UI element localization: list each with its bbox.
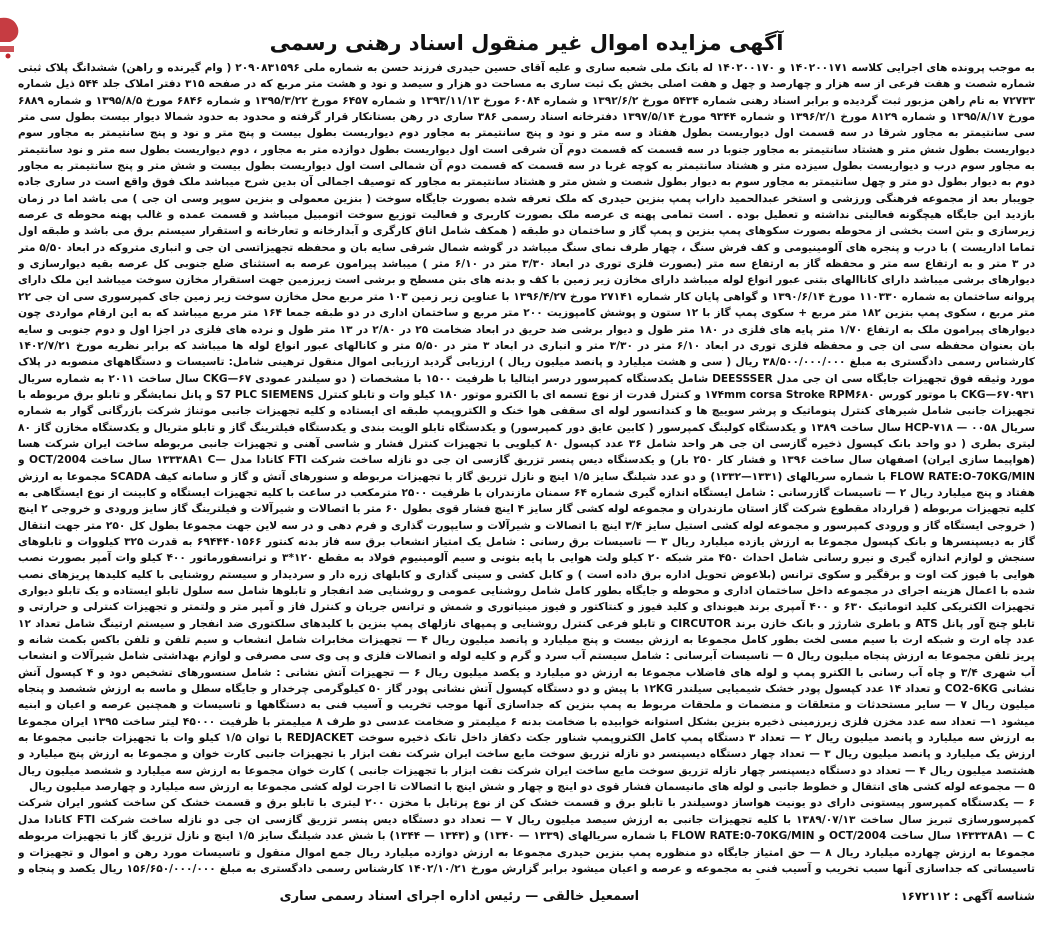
red-logo-fragment [0,12,40,60]
notice-id-value: ۱۶۷۲۱۱۲ [900,889,950,903]
notice-paragraph: به موجب پرونده های اجرایی کلاسه ۱۴۰۲۰۰۱۷۱ و ۱۴۰۲۰۰۱۷۰ له بانک ملی شعبه ساری و علیه آقای حسین حیدری فرزند حسن به شماره ملی ۲۰۹۰۸۳۱۵۹۶ ( وام گیرنده و راهن) ششدانگ پلاک ثبتی شماره شصت و هفت فرعی از سه هزار و چهارصد و چهل و هفت اصلی بخش یک ثبت ساری به مساحت دو هزار و سیصد و نود و هشت متر مربع که در صفحه ۳۱۵ دفتر املاک جلد ۵۴۴ ذیل شماره ۷۲۷۳۳ به نام راهن مزبور ثبت گردیده و برابر اسناد رهنی شماره ۵۴۳۴ مورخ ۱۳۹۲/۶/۲ و شماره ۶۰۸۴ مورخ ۱۳۹۳/۱۱/۱۳ و شماره ۶۴۵۷ مورخ ۱۳۹۵/۳/۲۲ و شماره ۶۸۴۶ مورخ ۱۳۹۵/۸/۵ و شماره ۶۸۸۹ مورخ ۱۳۹۵/۸/۱۷ و شماره ۸۱۲۹ مورخ ۱۳۹۶/۲/۱ و شماره ۹۳۴۴ مورخ ۱۳۹۷/۵/۱۴ دفترخانه اسناد رسمی ۳۸۶ ساری در رهن بستانکار قرار گرفته و محدود به حدود شمالا دیوار بیست بطول سی متر سی سانتیمتر به مجاور شرقا در سه قسمت اول دیواریست بطول هفتاد و سه متر و نود و پنج سانتیمتر به مجاور دوم دیواریست بطول بیست و پنج متر و نود و پنج سانتیمتر به مجاور سوم دیواریست بطول شش متر و هشتاد سانتیمتر به مجاور جنوبا در سه قسمت که قسمت دوم آن شرقی است اول دیواریست بطول دوازده متر به مجاور ، دوم دیواریست بطول سه متر و نود سانتیمتر به مجاور سوم درب و دیواریست بطول سیزده متر و هشتاد سانتیمتر به کوچه غربا در سه قسمت که قسمت دوم آن شمالی است اول دیواریست بطول بیست و شش متر و پنج سانتیمتر به مجاور دوم به دیوار بطول دو متر و چهل سانتیمتر به مجاور سوم به دیوار بطول شصت و شش متر و هشتاد سانتیمتر به مجاور که توصیف اجمالی آن بدین شرح میباشد ملک فوق واقع است در ساری جاده جویبار بعد از مجموعه فرهنگی ورزشی و استخر عبدالحمید داراب پمپ بنزین حیدری که ملک تعرفه شده بصورت جایگاه سوخت ( بنزین معمولی و بنزین سوپر وسی ان جی ) می باشد اما در زمان بازدید این جایگاه هیچگونه فعالیتی نداشته و تعطیل بوده . است تمامی پهنه ی عرصه ملک بصورت کاربری و فعالیت توزیع سوخت اتومبیل میباشد و قسمت عمده و غالب پهنه محوطه ی عرصه زیرسازی و بتن است بخشی از محوطه بصورت سکوهای پمپ بنزین و پمپ گاز و ساختمان دو طبقه ( همکف شامل اتاق کارگری و آبدارخانه و تعارخانه و استقرار سیستم برق می باشد و طبقه اول تماما اداریست ) با درب و پنجره های آلومینیومی و کف فرش سنگ ، چهار طرف نمای سنگ میباشد در گوشه شمال شرقی سایه بان و محفظه تجهیزاتسی ان جی و انباری متروکه در ابعاد ۵/۵۰ متر در ۳ متر و به ارتفاع سه متر و محفظه گاز به ارتفاع سه متر (بصورت فلزی توری در ابعاد ۳/۳۰ متر در ۶/۱۰ متر ) میباشد پیرامون عرصه به استثنای ضلع جنوبی کل عرصه بقیه دیوارسازی و دیوارهای برشی میباشد دارای کاناالهای بتنی عبور انواع لوله میباشد دارای مخازن زیر زمین با کف و بدنه های بتن مسطح و برشی است زیرزمین جهت استقرار مخازن سوخت میباشد این ملک دارای پروانه ساختمان به شماره ۱۱۰۳۳۰ مورخ ۱۳۹۰/۶/۱۴ و گواهی پایان کار شماره ۲۷۱۴۱ مورخ ۱۳۹۶/۴/۲۷ با عناوین زیر زمین ۱۰۳ متر مربع محل مخازن سوخت زیر زمین جای کمپرسوری سی ان جی ۲۲ متر مربع ، سکوی پمپ بنزین ۱۸۲ متر مربع + سکوی پمپ گاز با ۱۲ ستون و پوشش کامپوزیت ۲۰۰ متر مربع و ساختمان اداری در دو طبقه جمعا ۱۶۴ متر مربع میباشد که به این ارقام مواردی چون دیوارهای پیرامون ملک به ارتفاع ۱/۷۰ متر پایه های فلزی در ۱۸۰ متر طول و دیوار برشی ضد حریق در ابعاد ضخامت ۲۵ در ۲/۸۰ در ۱۳ متر طول و نرده های فلزی در اجزا اول و دوم جنوبی و سایه بان بعنوان محفظه سی ان جی و محفظه فلزی توری در ابعاد ۶/۱۰ متر در ۳/۳۰ متر و انباری در ابعاد ۳ متر در ۵/۵۰ متر و کانالهای عبور انواع لوله ها میباشد که برابر نظریه مورخ ۱۴۰۲/۷/۲۱ کارشناس رسمی دادگستری به مبلغ ۳۸/۵۰۰/۰۰۰/۰۰۰ ریال ( سی و هشت میلیارد و پانصد میلیون ریال ) ارزیابی گردید ارزیابی اموال منقول ترهینی شامل: تاسیسات و دستگاههای منصوبه در پلاک مورد وثیقه فوق تجهیزات جایگاه سی ان جی مدل DEESSSER شامل یکدستگاه کمپرسور درسر ایتالیا با ظرفیت ۱۵۰۰ با مشخصات ( دو سیلندر عمودی CKG—۶۷ سال ساخت ۲۰۱۱ به شماره سریال ۶۷۰۹۳۱—CKG با موتور کورس ۱۷۴mm corsa Stroke RPM۶۸۰ و کنترل قدرت از نوع تسمه ای با الکترو موتور ۱۸۰ کیلو وات و تابلو کنترل S7 PLC SIEMENS و پانل نمایشگر و تابلو برق مربوطه با تجهیزات جانبی شامل شیرهای کنترل پنوماتیک و پرشر سوییچ ها و کندانسور لوله ای سقفی هوا خنک و الکتروپمپ طبقه ای ایستاده و کلیه تجهیزات جانبی موتناژ شرکت بازرگانی گوار به شماره سریال ۰۰۵۸ — HCP-۷۱۸ سال ساخت ۱۳۸۹ و یکدستگاه کولینگ کمپرسور ( کابین عایق دور کمپرسور) و یکدستگاه تابلو الویت بندی و یکدستگاه فیلترینگ گاز و تابلو متریال و یکدستگاه مخازن گاز ۸۰ لیتری بطری ( دو واحد بانک کپسول ذخیره گازسی ان جی هر واحد شامل ۳۶ عدد کپسول ۸۰ کیلویی با تجهیزات کنترل فشار و شاسی آهنی و تجهیزات جانبی مربوطه ساخت ایران شرکت هسا (هواپیما سازی ایران) اصفهان سال ساخت ۱۳۹۶ و فشار کار ۲۵۰ بار) و یکدستگاه دیس پنسر تزریق گازسی ان جی دو نازله ساخت شرکت FTI کانادا مدل —۱۳۳۳۸A۱ C سال ساخت OCT/2004 و FLOW RATE:O-70KG/MIN با شماره سریالهای (۱۳۳۱—۱۳۳۲) و دو عدد شیلنگ سایز ۱/۵ اینچ و نازل تزریق گاز با تجهیزات مربوطه و سنورهای آتش و گاز و سامانه کیف SCADA مجموعا به ارزش هفتاد و پنج میلیارد ریال ۲ — تاسیسات گازرسانی : شامل ایستگاه اندازه گیری شماره ۶۴ سمنان مازندران با ظرفیت ۲۵۰۰ مترمکعب در ساعت با کلیه تجهیزات ایستگاه و کابینت از نوع ایستگاهی به کلیه تجهیزات مربوطه ( قرارداد مقطوع شرکت گاز استان مازندران و مجموعه لوله کشی گاز سایز ۴ اینچ فشار قوی بطول ۶۰ متر با اتصالات و شیرآلات و فیلترینگ گاز سایز ورودی و خروجی ۲ اینچ ( خروجی ایستگاه گاز و ورودی کمپرسور و مجموعه لوله کشی استیل سایز ۳/۴ اینچ با اتصالات و شیرآلات و سایپورت گذاری و فرم دهی و در سه لاین جهت مجموعا بطول کل ۲۵۰ متر جهت انتقال گاز به دیسپنسرها و بانک کپسول مجموعا به ارزش یازده میلیارد ریال ۳ — تاسیسات برق رسانی : شامل یک امتیاز انشعاب برق سه فاز بدنه کنتور ۶۹۴۴۴۰۱۵۶۶ به قدرت ۳۲۵ کیلووات و تابلوهای سنجش و لوازم اندازه گیری و نیرو رسانی شامل احداث ۴۵۰ متر شبکه ۲۰ کیلو ولت هوایی با پایه بتونی و سیم آلومینیوم فولاد به مقطع ۱۲۰*۳ و ترانسفورماتور ۴۰۰ کیلو وات آمپر بصورت نصب هوایی با فیوز کت اوت و برقگیر و سکوی ترانس (بلاعوض تحویل اداره برق داده است ) و کابل کشی و سینی گذاری و کابلهای زره دار و سردیدار و سیستم روشنایی با کلیه کلیدها پریزهای نصب شده با اعمال هزینه اجرای در مجموعه داخل ساختمان اداری و محوطه و جایگاه بطور کامل شامل روشنایی عمومی و روشنایی ضد انفجار و تابلوها شامل سه سلول تابلو ایستاده و یک تابلو دیواری تجهیزات الکتریکی کلید اتوماتیک ۶۳۰ و ۴۰۰ آمپری برند هیوندای و کلید فیوز و کنتاکتور و فیوز مینیاتوری و شمش و ترانس جریان و کنترل فاز و آمپر متر و ولتمتر و تجهیزات کنترلی و حرارتی و تابلو چنج آور پانل ATS و باطری شارژر و بانک خازن برند CIRCUTOR و تابلو فرعی کنترل روشنایی و پمپهای نازلهای پمپ بنزین با کلیدهای سلکتوری ضد انفجار و سیستم ارتینگ شامل تعداد ۱۲ عدد چاه ارت و شبکه ارت با سیم مسی لخت بطور کامل مجموعا به ارزش بیست و پنج میلیارد و پانصد میلیون ریال ۴ — تجهیزات مخابرات شامل انشعاب و سیم تلفن و تلفن باکس بکمت شانه و پریز تلفن مجموعا به ارزش پنجاه میلیون ریال ۵ — تاسیسات آبرسانی : شامل سیستم آب سرد و گرم و کلیه لوله و اتصالات فلزی و پی وی سی مصرفی و لوازم بهداشتی شامل شیرآلات و انشعاب آب شهری ۳/۴ و چاه آب رسانی با الکترو پمپ و لوله های فاضلاب مجموعا به ارزش دو میلیارد و یکصد میلیون ریال ۶ — تجهیزات آتش نشانی : شامل سنسورهای تشخیص دود و ۴ کپسول آتش نشانی CO2-6KG و تعداد ۱۴ عدد کپسول پودر خشک شیمیایی سیلندر ۱۲KG با پیش و دو دستگاه کپسول آتش نشانی پودر گاز ۵۰ کیلوگرمی چرخدار و جایگاه سطل و ماسه به ارزش ششصد و پنجاه میلیون ریال ۷ — سایر مستحدثات و متعلقات و منضمات و ملحقات مربوط به پمپ بنزین که جداسازی آنها موجب تخریب و آسیب فنی به دستگاهها و تاسیسات و همچنین عرصه و اعیان و ابنیه میشود ۱— تعداد سه عدد مخزن فلزی زیرزمینی ذخیره بنزین بشکل استوانه خوابیده با ضخامت بدنه ۶ میلیمتر و ضخامت عدسی دو طرف ۸ میلیمتر با ظرفیت ۴۵۰۰۰ لیتر ساخت ۱۳۹۵ ایران مجموعا به ارزش سه میلیارد و پانصد میلیون ریال ۲ — تعداد ۳ دستگاه پمپ کامل الکتروپمپ شناور جکت دکفاز داخل تانک ذخیره سوخت REDJACKET با توان ۱/۵ کیلو وات با تجهیزات جانبی مجموعا به ارزش یک میلیارد و پانصد میلیون ریال ۳ — تعداد چهار دستگاه دیسپنسر دو نازله تزریق سوخت مایع ساخت ایران شرکت نفت ابزار با تجهیزات جانبی کارت خوان و مجموعا به ارزش پنج میلیارد و هشتصد میلیون ریال ۴ — تعداد دو دستگاه دیسپنسر چهار نازله تزریق سوخت مایع ساخت ایران شرکت نفت ابزار با تجهیزات جانبی ) کارت خوان مجموعا به ارزش سه میلیارد و ششصد میلیون ریال ۵ — مجموعه لوله کشی های انتقال و خطوط جانبی و لوله های مانیسمان فشار قوی دو اینچ و چهار و شش اینچ با اتصالات تا اجرت لوله کشی مجموعا به ارزش سه میلیارد و چهارصد میلیون ریال [18,62,1035,794]
notice-paragraph: ۶ — یکدستگاه کمپرسور پیستونی دارای دو یونیت هواساز دوسیلندر با تابلو برق و قسمت خشک کن از نوع پرتابل با مخزن ۲۰۰ لیتری با تابلو برق و قسمت خشک کن ساخت کشور ایران شرکت کمپرسورسازی تبریز سال ساخت ۱۳۸۹/۰۷/۱۳ با کلیه تجهیزات جانبی به ارزش سیصد میلیون ریال ۷ — تعداد دو دستگاه دیس پنسر تزریق گازسی ان جی دو نازله ساخت شرکت FTI کانادا مدل ۱۴۳۳۳۸A۱ — C سال ساخت OCT/2004 و FLOW RATE:0-70KG/MIN با شماره سریالهای (۱۳۳۹ — ۱۳۴۰) و (۱۳۴۳ — ۱۳۴۴) با شش عدد شیلنگ سایز ۱/۵ اینچ و نازل تزریق گاز با تجهیزات مربوطه مجموعا به ارزش چهارده میلیارد ریال ۸ — حق امتیاز جایگاه دو منظوره پمپ بنزین حیدری مجموعا به ارزش دوازده میلیارد ریال جمع اموال منقول و تاسیسات مورد رهن و اموال و تجهیزات و تاسیساتی که جداسازی آنها سبب تخریب و آسیب فنی به مجموعه و عرصه و اعیان میشود برابر گزارش مورخ ۱۴۰۲/۱۰/۲۱ کارشناس رسمی دادگستری به مبلغ ۱۵۶/۶۵۰/۰۰۰/۰۰۰ ریال یکصد و پنجاه و [18,797,1035,875]
notice-footer [18,888,1035,905]
signature: اسمعیل خالقی — رئیس اداره اجرای اسناد رسمی ساری [279,889,640,904]
notice-title: آگهی مزایده اموال غیر منقول اسناد رهنی رسمی [269,31,784,55]
notice-id-label: شناسه آگهی : [953,889,1035,903]
signature-block [280,888,639,905]
notice-id-block [901,888,1035,905]
notice-body [18,60,1035,880]
